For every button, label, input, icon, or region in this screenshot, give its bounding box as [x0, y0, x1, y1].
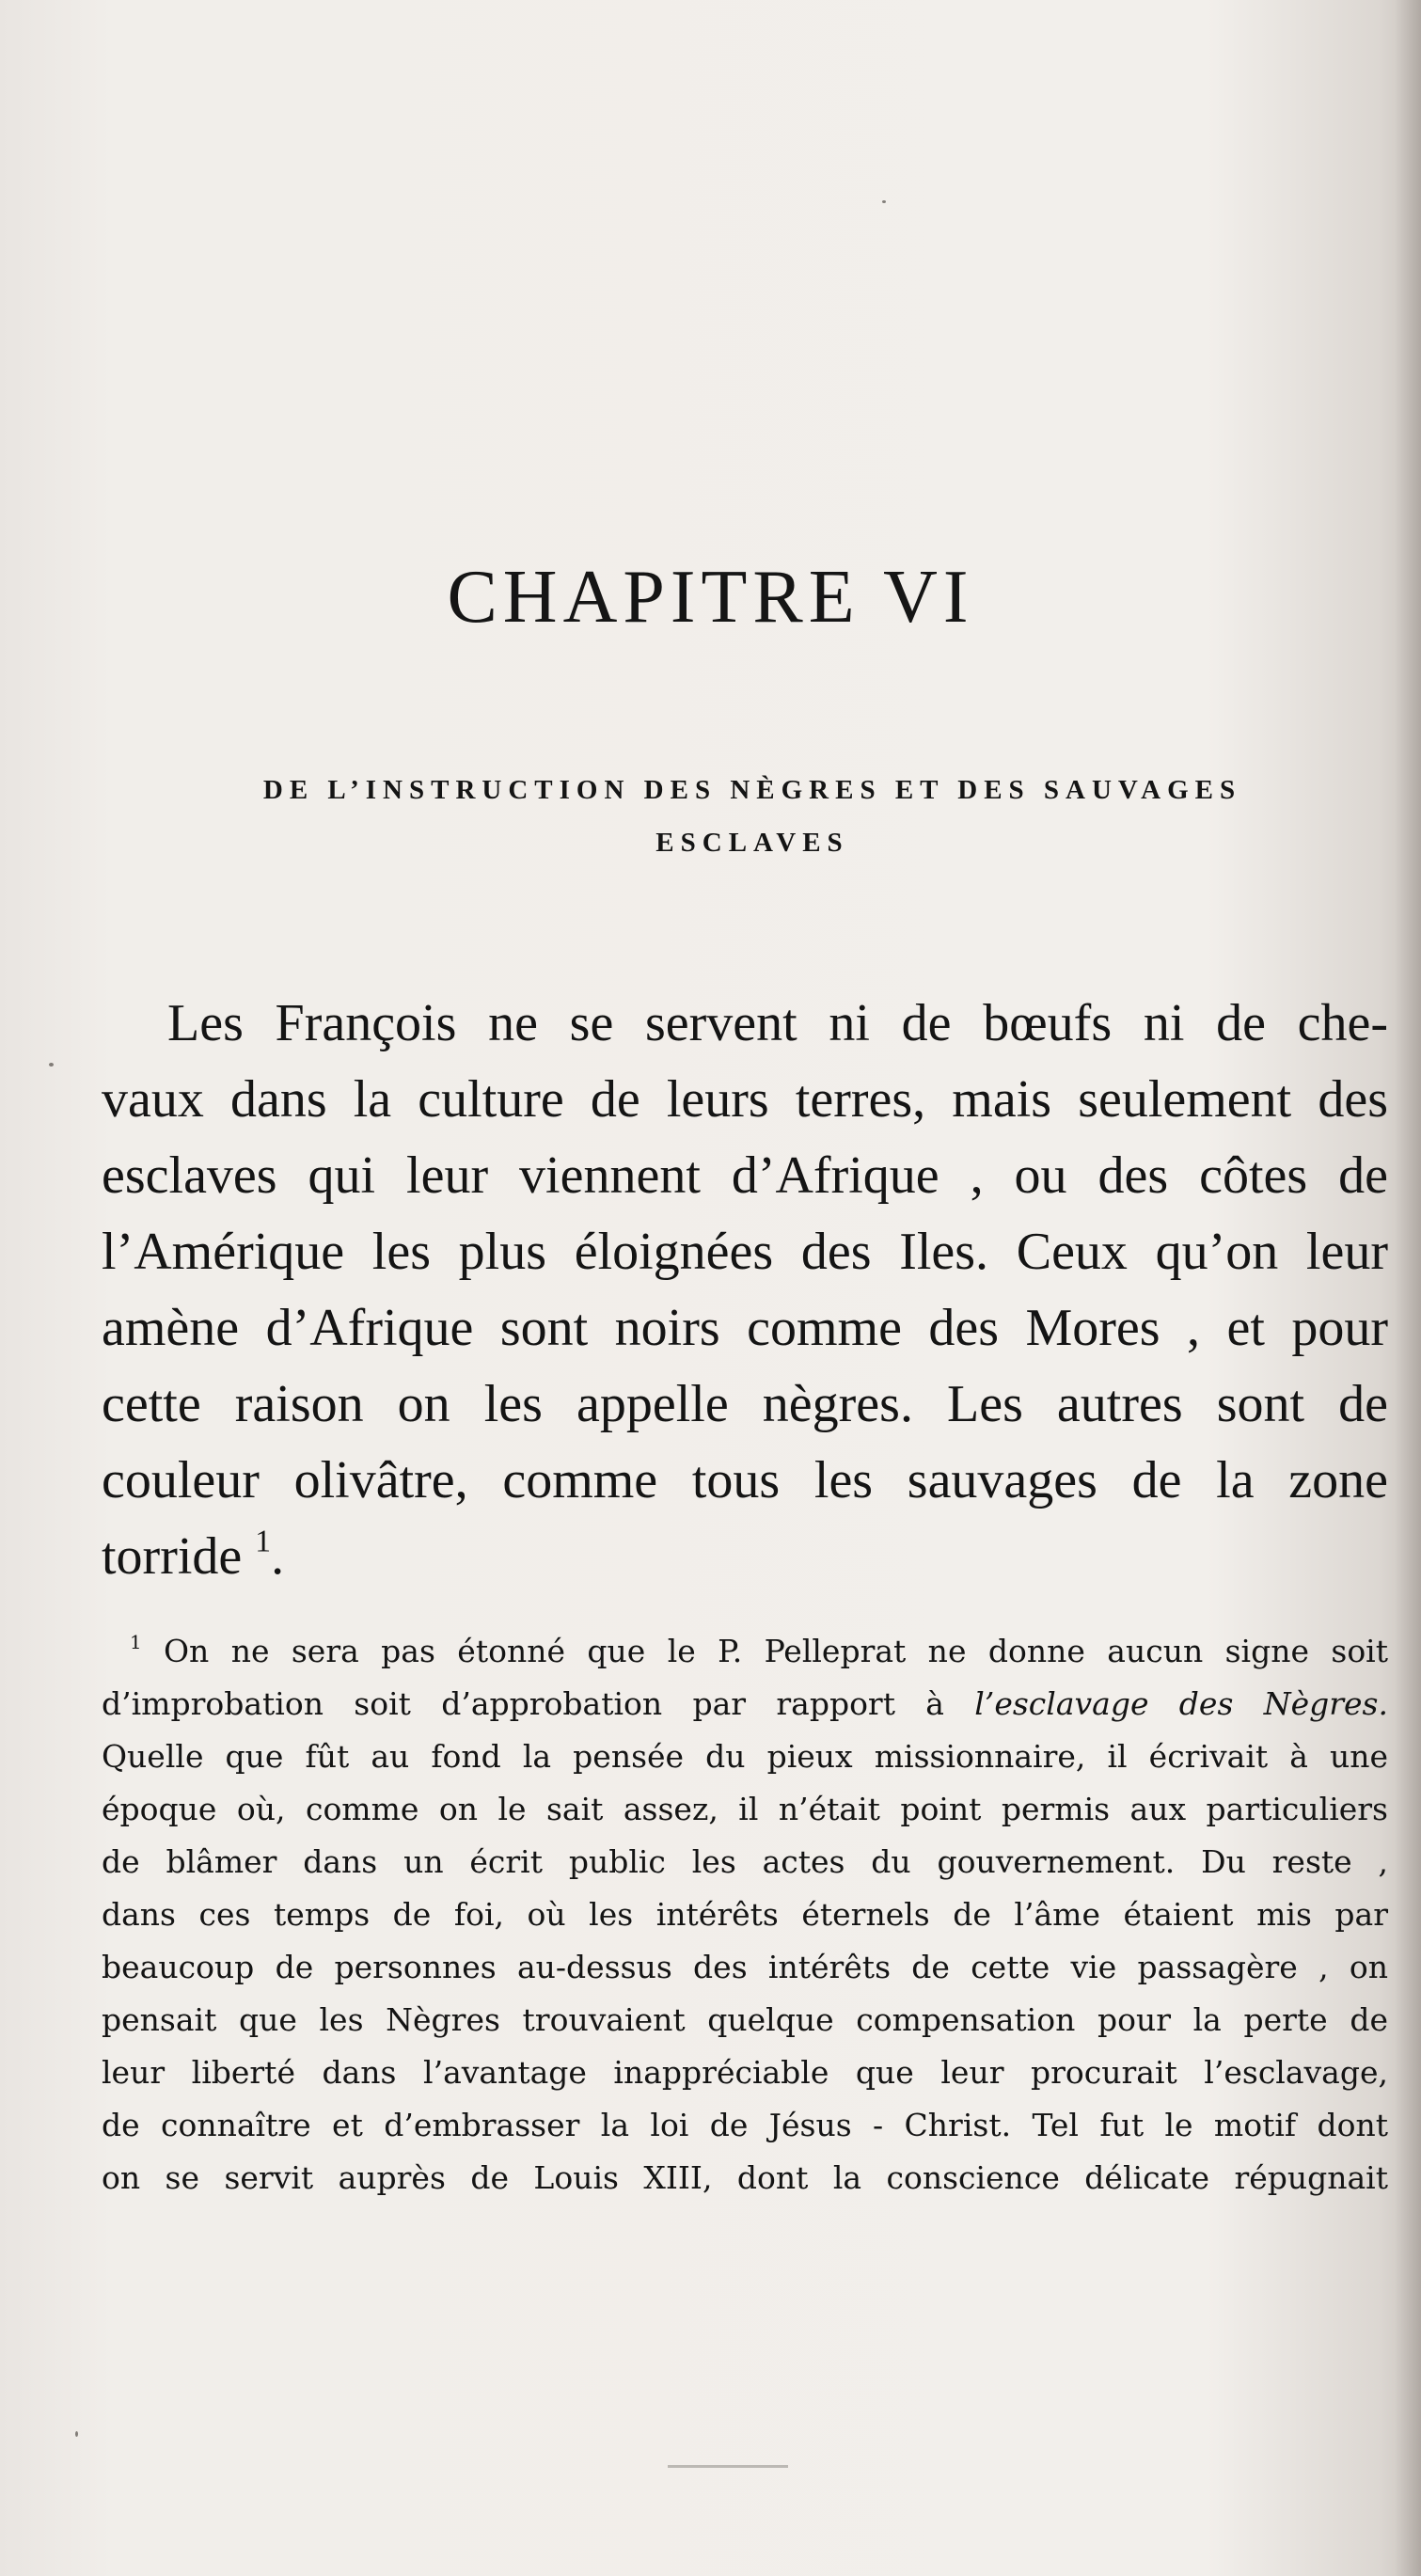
paragraph-text: torride: [102, 1527, 243, 1586]
paragraph-line: couleur olivâtre, comme tous les sauvages de la zone: [102, 1451, 1388, 1509]
footnote-line: beaucoup de personnes au-dessus des intérêts de cette vie passagère , on: [102, 1949, 1388, 1985]
chapter-subtitle: [141, 764, 1364, 869]
footnote-text: On ne sera pas étonné que le P. Pelleprat ne donne aucun signe soit: [164, 1633, 1388, 1669]
chapter-title: CHAPITRE VI: [447, 556, 974, 639]
footnote-marker: 1: [130, 1632, 142, 1654]
paragraph-line: esclaves qui leur viennent d’Afrique , ou des côtes de: [102, 1146, 1388, 1205]
footnote-line: pensait que les Nègres trouvaient quelque compensation pour la perte de: [102, 2001, 1388, 2038]
footnote-line: dans ces temps de foi, où les intérêts éternels de l’âme étaient mis par: [102, 1896, 1388, 1933]
chapter-subtitle-line: DE L’INSTRUCTION DES NÈGRES ET DES SAUVAGES: [262, 775, 1242, 805]
footnote-line: de blâmer dans un écrit public les actes du gouvernement. Du reste ,: [102, 1843, 1388, 1880]
footnote-line: leur liberté dans l’avantage inappréciable que leur procurait l’esclavage,: [102, 2054, 1388, 2091]
chapter-subtitle-line: ESCLAVES: [655, 828, 849, 858]
ink-speck: [882, 200, 886, 203]
paragraph-line: cette raison on les appelle nègres. Les autres sont de: [102, 1375, 1388, 1433]
footnote-text: d’improbation soit d’approbation par rapport à: [102, 1685, 975, 1722]
footnote-line: on se servit auprès de Louis XIII, dont la conscience délicate répugnait: [102, 2159, 1388, 2196]
footnote-line: [102, 1625, 1388, 1678]
footnote-emphasis: l’esclavage des Nègres.: [974, 1685, 1388, 1722]
footnote-line: de connaître et d’embrasser la loi de Jésus - Christ. Tel fut le motif dont: [102, 2107, 1388, 2143]
footnote-line: Quelle que fût au fond la pensée du pieux missionnaire, il écrivait à une: [102, 1738, 1388, 1775]
page-edge-shadow: [1395, 0, 1421, 2576]
paragraph-line: l’Amérique les plus éloignées des Iles. Ceux qu’on leur: [102, 1223, 1388, 1281]
paragraph-line-last: torride $^1$.: [102, 1524, 285, 1586]
bottom-rule: [668, 2465, 788, 2468]
footnote-reference: 1: [255, 1524, 272, 1559]
footnote-line: époque où, comme on le sait assez, il n’était point permis aux particuliers: [102, 1791, 1388, 1827]
footnote: [102, 1625, 1388, 2205]
paragraph-line: vaux dans la culture de leurs terres, mais seulement des: [102, 1070, 1388, 1129]
ink-speck: [75, 2431, 78, 2437]
main-paragraph: [102, 986, 1388, 1595]
ink-speck: [49, 1063, 54, 1067]
footnote-line: [102, 1678, 1388, 1731]
paragraph-line: Les François ne se servent ni de bœufs ni de che-: [167, 994, 1388, 1052]
paragraph-line: amène d’Afrique sont noirs comme des Mores , et pour: [102, 1299, 1388, 1357]
